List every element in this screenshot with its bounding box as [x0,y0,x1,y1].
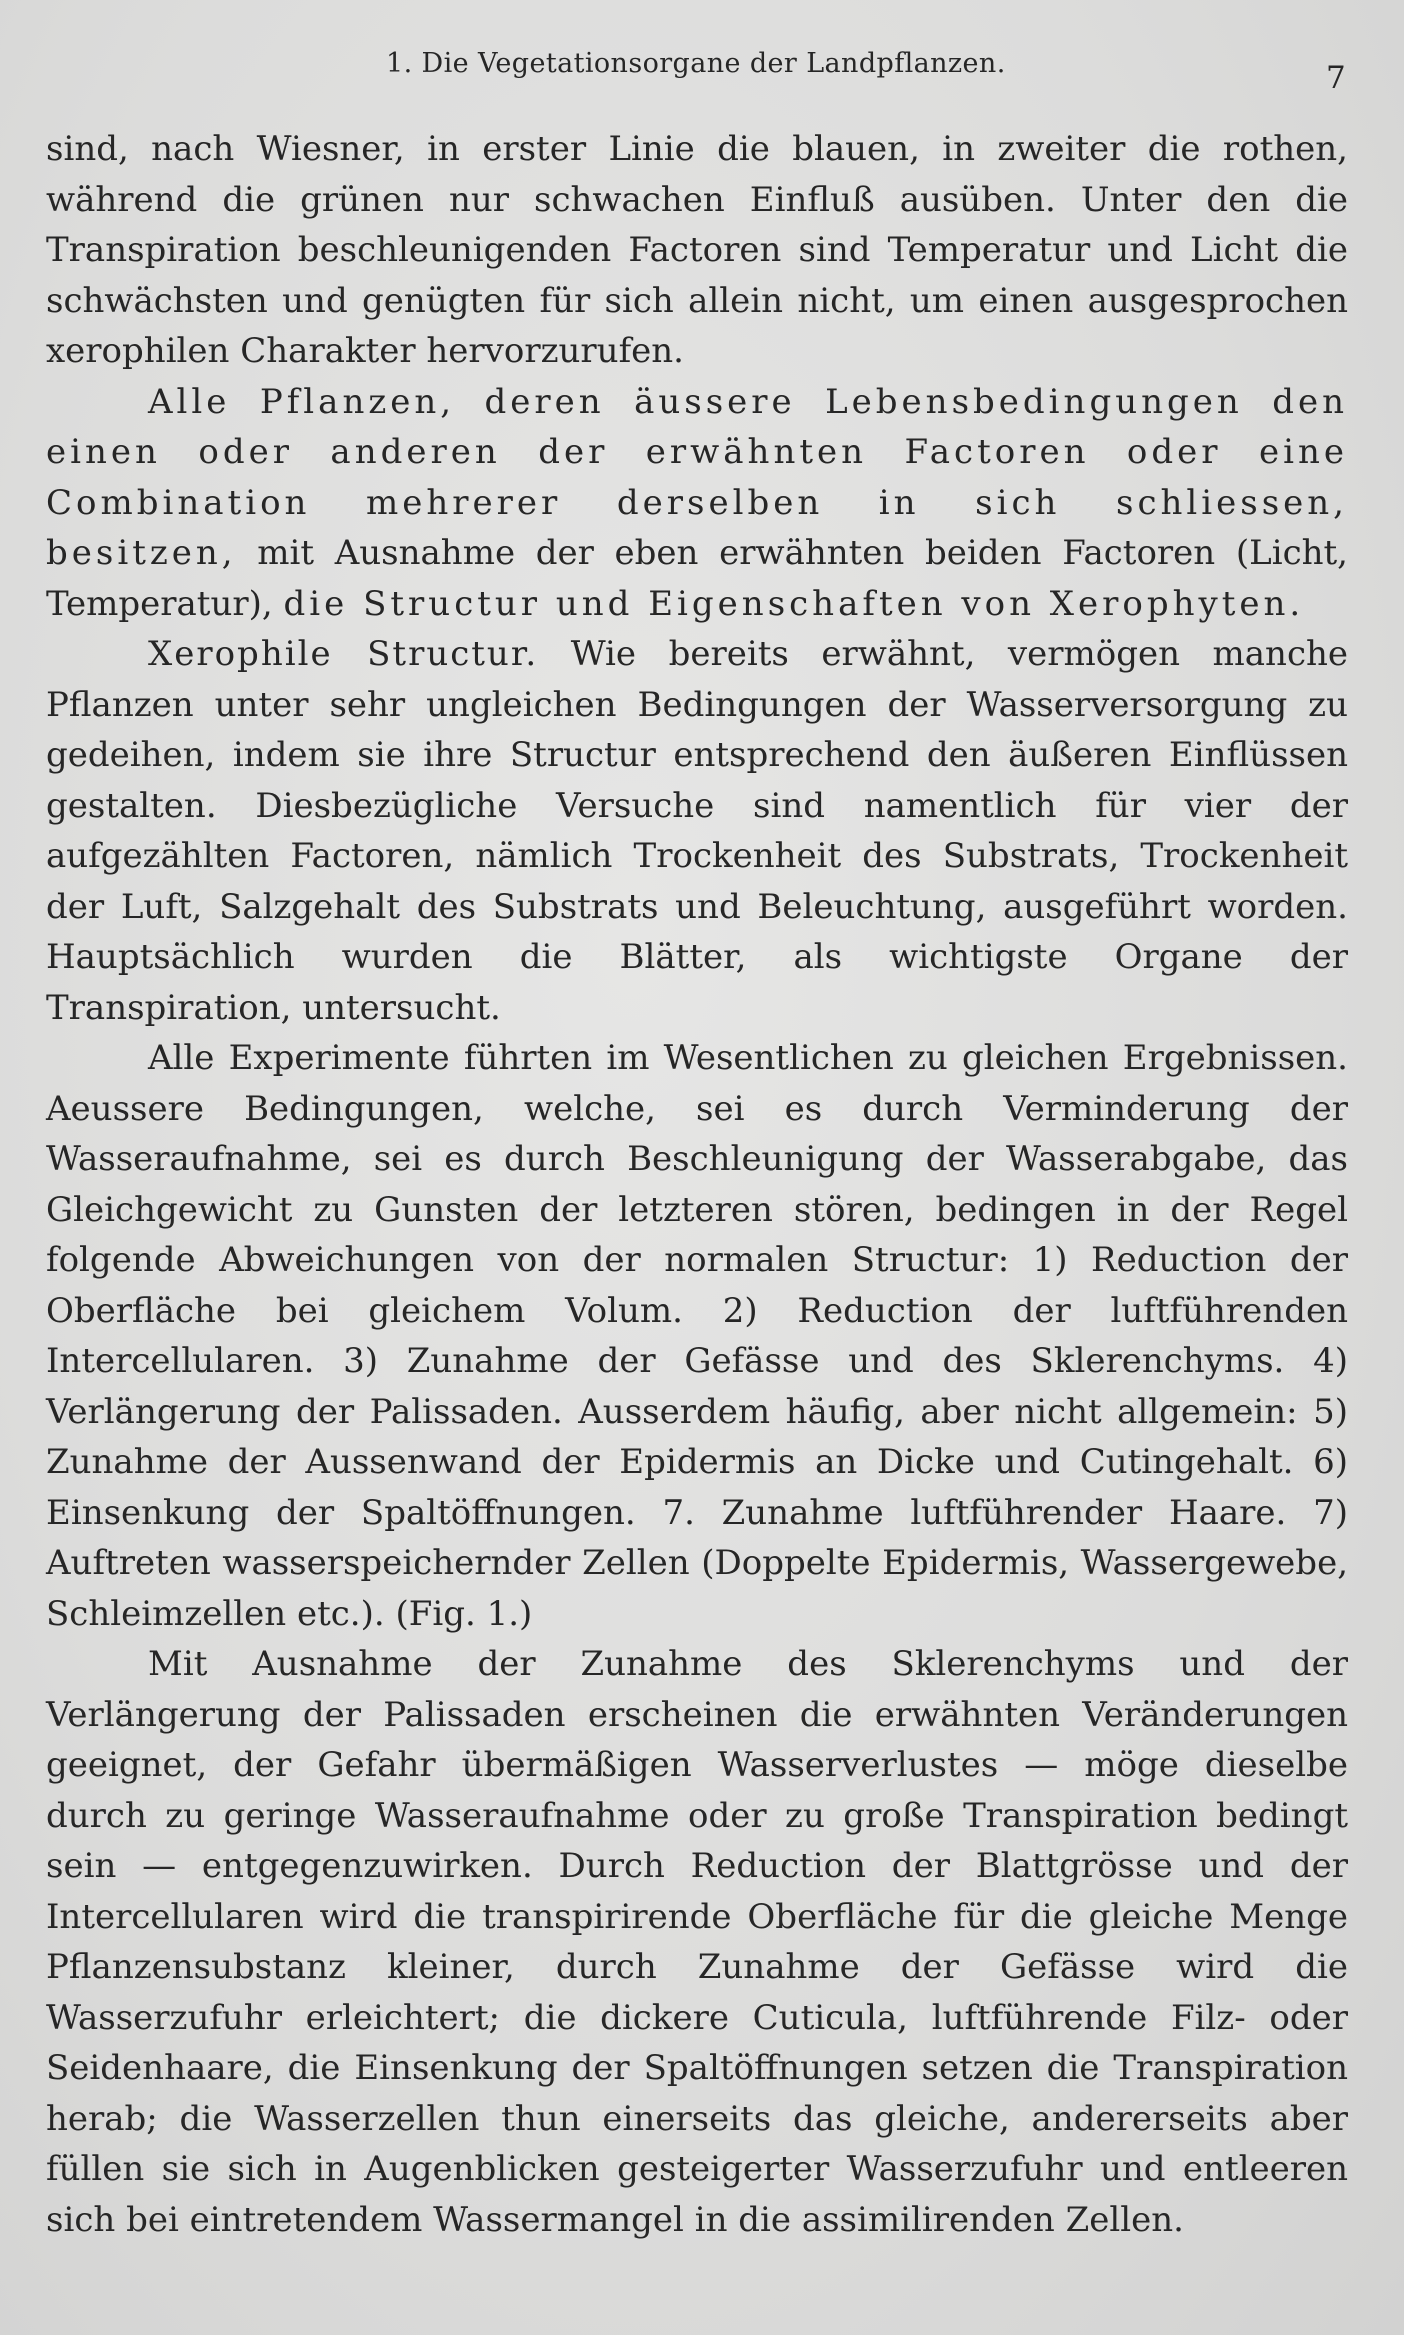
paragraph-1 [46,124,1348,377]
page-number: 7 [1326,60,1346,96]
paragraph-1-text: sind, nach Wiesner, in erster Linie die blauen, in zweiter die rothen, während die grünen nur schwachen Einfluß ausüben. Unter den die Transpiration beschleunigenden Factoren sind Temperatur und Licht die schwächsten und genügten für sich allein nicht, um einen ausgesprochen xerophilen Charakter hervorzurufen. [46,129,1348,371]
paragraph-2-spaced-text-2: die Structur und Eigenschaften von Xerophyten. [283,583,1305,624]
paragraph-4 [46,1033,1348,1639]
paragraph-5-text: Mit Ausnahme der Zunahme des Sklerenchyms und der Verlängerung der Palissaden erscheinen die erwähnten Veränderungen geeignet, der Gefahr übermäßigen Wasserverlustes — möge dieselbe durch zu geringe Wasseraufnahme oder zu große Transpiration bedingt sein — entgegenzuwirken. Durch Reduction der Blattgrösse und der Intercellularen wird die transpirirende Oberfläche für die gleiche Menge Pflanzensubstanz kleiner, durch Zunahme der Gefässe wird die Wasserzufuhr erleichtert; die dickere Cuticula, luftführende Filz- oder Seidenhaare, die Einsenkung der Spaltöffnungen setzen die Transpiration herab; die Wasserzellen thun einerseits das gleiche, andererseits aber füllen sie sich in Augenblicken gesteigerter Wasserzufuhr und entleeren sich bei eintretendem Wassermangel in die assimilirenden Zellen. [46,1644,1348,2240]
paragraph-5 [46,1639,1348,2245]
page-header [0,48,1404,96]
paragraph-2-text: mit Ausnahme der eben erwähnten beiden Factoren (Licht, Temperatur), [46,533,1348,624]
paragraph-3 [46,629,1348,1033]
paragraph-2-spaced-text: Alle Pflanzen, deren äussere Lebensbedingungen den einen oder anderen der erwähnten Factoren oder eine Combination mehrerer derselben in sich schliessen, besitzen, [46,381,1348,573]
running-title: 1. Die Vegetationsorgane der Landpflanzen. [386,48,1006,79]
page-body [46,124,1348,2245]
paragraph-4-text: Alle Experimente führten im Wesentlichen zu gleichen Ergebnissen. Aeussere Bedingungen, welche, sei es durch Verminderung der Wasseraufnahme, sei es durch Beschleunigung der Wasserabgabe, das Gleichgewicht zu Gunsten der letzteren stören, bedingen in der Regel folgende Abweichungen von der normalen Structur: 1) Reduction der Oberfläche bei gleichem Volum. 2) Reduction der luftführenden Intercellularen. 3) Zunahme der Gefässe und des Sklerenchyms. 4) Verlängerung der Palissaden. Ausserdem häufig, aber nicht allgemein: 5) Zunahme der Aussenwand der Epidermis an Dicke und Cutingehalt. 6) Einsenkung der Spaltöffnungen. 7. Zunahme luftführender Haare. 7) Auftreten wasserspeichernder Zellen (Doppelte Epidermis, Wassergewebe, Schleimzellen etc.). (Fig. 1.) [46,1038,1348,1634]
section-heading-xerophile-structur: Xerophile Structur. [148,634,539,674]
paragraph-3-text: Wie bereits erwähnt, vermögen manche Pflanzen unter sehr ungleichen Bedingungen der Wasserversorgung zu gedeihen, indem sie ihre Structur entsprechend den äußeren Einflüssen gestalten. Diesbezügliche Versuche sind namentlich für vier der aufgezählten Factoren, nämlich Trockenheit des Substrats, Trockenheit der Luft, Salzgehalt des Substrats und Beleuchtung, ausgeführt worden. Hauptsächlich wurden die Blätter, als wichtigste Organe der Transpiration, untersucht. [46,634,1348,1028]
paragraph-2 [46,377,1348,630]
